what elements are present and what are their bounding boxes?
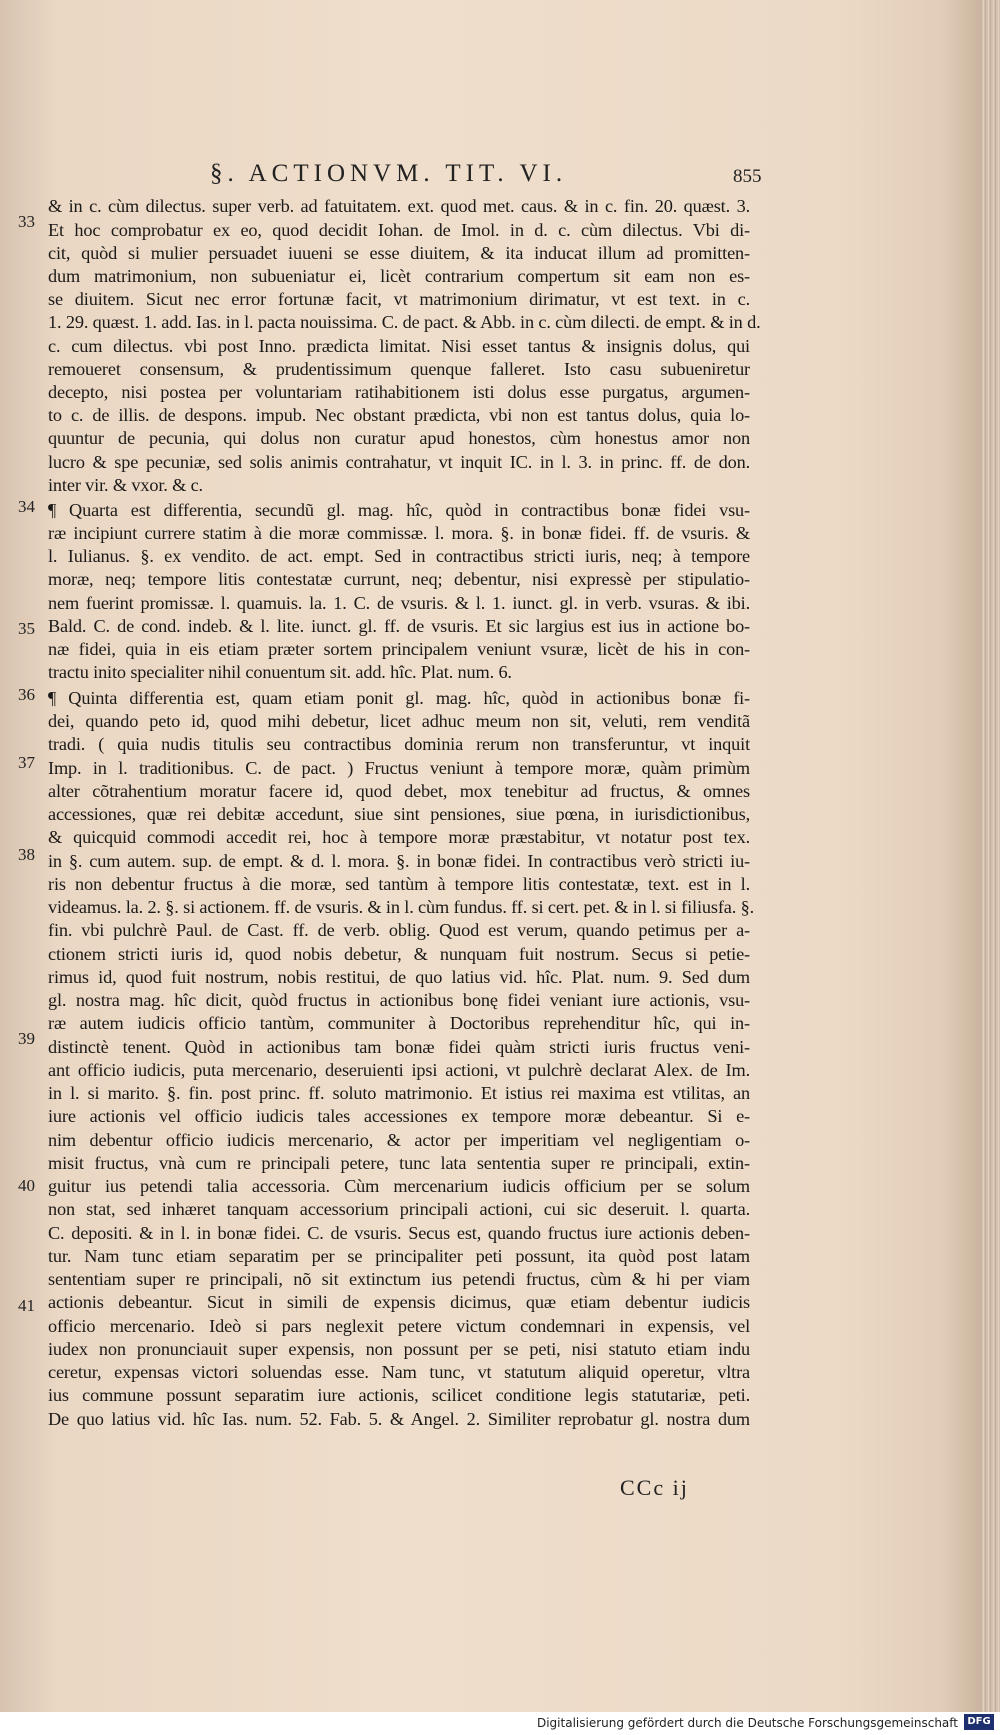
text-line: 1. 29. quæst. 1. add. Ias. in l. pacta nouissima. C. de pact. & Abb. in c. cùm dilecti. de empt. & in d. <box>48 312 761 332</box>
footer-credit: Digitalisierung gefördert durch die Deutsche Forschungsgemeinschaft <box>536 1716 958 1730</box>
margin-number: 39 <box>18 1029 35 1048</box>
text-line: quuntur de pecunia, qui dolus non curatur apud honestos, cùm honestus amor non <box>48 428 750 448</box>
text-line: & in c. cùm dilectus. super verb. ad fatuitatem. ext. quod met. caus. & in c. fin. 20. quæst. 3. <box>48 196 750 216</box>
page-edge <box>982 0 1000 1712</box>
text-line: ceretur, expensas victori soluendas esse. Nam tunc, vt statutum aliquid operetur, vltra <box>48 1362 750 1382</box>
text-line: tradi. ( quia nudis titulis seu contractibus dominia rerum non transferuntur, vt inquit <box>48 734 750 754</box>
text-line: officio mercenario. Ideò si pars neglexit petere victum condemnari in expensis, vel <box>48 1316 750 1336</box>
text-line: ris non debentur fructus à die moræ, sed tantùm à tempore litis contestatæ, text. est in l. <box>48 874 750 894</box>
text-line: l. Iulianus. §. ex vendito. de act. empt. Sed in contractibus stricti iuris, neq; à tempore <box>48 546 750 566</box>
text-line: ius commune possunt separatim iure actionis, scilicet conditione legis statutariæ, peti. <box>48 1385 750 1405</box>
text-line: inter vir. & vxor. & c. <box>48 475 203 495</box>
text-line: accessiones, quæ rei debitæ accedunt, siue sint pensiones, siue pœna, in iurisdictionibus, <box>48 804 750 824</box>
signature-mark: CCc ij <box>620 1475 689 1500</box>
page-number: 855 <box>733 166 762 187</box>
text-line: actionis debeantur. Sicut in simili de expensis dicimus, quæ etiam debentur iudicis <box>48 1292 750 1312</box>
text-line: fin. vbi pulchrè Paul. de Cast. ff. de verb. oblig. Quod est verum, quando petimus per a- <box>48 920 750 940</box>
text-line: tractu inito specialiter nihil conuentum sit. add. hîc. Plat. num. 6. <box>48 662 512 682</box>
text-line: to c. de illis. de despons. impub. Nec obstant prædicta, vbi non est tantus dolus, quia lo- <box>48 405 750 425</box>
text-line: remoueret consensum, & prudentissimum quenque falleret. Isto casu subueniretur <box>48 359 750 379</box>
text-line: nem fuerint promissæ. l. quamuis. la. 1. C. de vsuris. & l. 1. iunct. gl. in verb. vsuras. & ibi. <box>48 593 750 613</box>
text-line: iure actionis vel officio iudicis tales accessiones ex tempore moræ debeantur. Si e- <box>48 1106 750 1126</box>
margin-number: 38 <box>18 845 35 864</box>
text-line: rimus id, quod fuit nostrum, nobis restitui, de quo latius vid. hîc. Plat. num. 9. Sed dum <box>48 967 750 987</box>
text-line: Et hoc comprobatur ex eo, quod decidit Iohan. de Imol. in d. c. cùm dilectus. Vbi di- <box>48 220 750 240</box>
text-line: in l. si marito. §. fin. post princ. ff. soluto matrimonio. Et istius rei maxima est vtilitas, an <box>48 1083 750 1103</box>
text-line: c. cum dilectus. vbi post Inno. prædicta limitat. Nisi esset tantus & insignis dolus, qui <box>48 336 750 356</box>
text-line: ræ autem iudicis officio tantùm, communiter à Doctoribus reprehenditur hîc, qui in- <box>48 1013 750 1033</box>
text-line: tur. Nam tunc etiam separatim per se principaliter peti possunt, ita quòd post latam <box>48 1246 750 1266</box>
margin-number: 40 <box>18 1176 35 1195</box>
text-line: dei, quando peto id, quod mihi debetur, licet adhuc meum non sit, veluti, rem venditã <box>48 711 750 731</box>
margin-number: 34 <box>18 497 35 516</box>
margin-number: 36 <box>18 685 35 704</box>
margin-number: 37 <box>18 753 35 772</box>
text-line: alter cõtrahentium moratur facere id, quod debet, mox tenebitur ad fructus, & omnes <box>48 781 750 801</box>
text-line: guitur ius petendi talia accessoria. Cùm mercenarium iudicis officium per se solum <box>48 1176 750 1196</box>
margin-number: 41 <box>18 1296 35 1315</box>
text-line: moræ, neq; tempore litis contestatæ currunt, neq; debentur, nisi expressè per stipulatio- <box>48 569 750 589</box>
text-line: iudex non pronunciauit super expensis, non possunt per se peti, nisi statuto etiam indu <box>48 1339 750 1359</box>
text-line: non stat, sed inhæret tanquam accessorium principali actioni, cui sic deseruit. l. quarta. <box>48 1199 750 1219</box>
margin-number: 33 <box>18 212 35 231</box>
text-line: in §. cum autem. sup. de empt. & d. l. mora. §. in bonæ fidei. In contractibus verò stricti iu- <box>48 851 750 871</box>
text-line: cit, quòd si mulier persuadet iuueni se esse diuitem, & ita inducat illum ad promitten- <box>48 243 750 263</box>
text-line: ¶ Quinta differentia est, quam etiam ponit gl. mag. hîc, quòd in actionibus bonæ fi- <box>48 688 750 708</box>
text-line: lucro & spe pecuniæ, sed solis animis contrahatur, vt inquit IC. in l. 3. in princ. ff. de don. <box>48 452 750 472</box>
text-line: distinctè tenent. Quòd in actionibus tam bonæ fidei quàm stricti iuris fructus veni- <box>48 1037 750 1057</box>
text-line: & quicquid commodi accedit rei, hoc à tempore moræ præstabitur, vt notatur post tex. <box>48 827 750 847</box>
text-line: næ fidei, quia in eis etiam præter sortem principalem veniunt vsuræ, licèt de his in con- <box>48 639 750 659</box>
text-line: Imp. in l. traditionibus. C. de pact. ) Fructus veniunt à tempore moræ, quàm primùm <box>48 758 750 778</box>
text-line: decepto, nisi postea per voluntariam ratihabitionem isti dolus esse purgatus, argumen- <box>48 382 750 402</box>
text-line: sententiam super re principali, nõ sit extinctum ius petendi fructus, cùm & hi per viam <box>48 1269 750 1289</box>
text-line: ant officio iudicis, puta mercenario, deseruienti ipsi actioni, vt pulchrè declarat Alex. de Im. <box>48 1060 750 1080</box>
dfg-logo: DFG <box>964 1714 994 1730</box>
text-line: misit fructus, vnà cum re principali petere, tunc lata sententia super re principali, extin- <box>48 1153 750 1173</box>
text-line: ¶ Quarta est differentia, secundũ gl. mag. hîc, quòd in contractibus bonæ fidei vsu- <box>48 500 750 520</box>
running-header: §. ACTIONVM. TIT. VI. <box>210 160 568 187</box>
text-line: ctionem stricti iuris id, quod nobis debetur, & nunquam fuit nostrum. Secus si petie- <box>48 944 750 964</box>
text-line: C. depositi. & in l. in bonæ fidei. C. de vsuris. Secus est, quando fructus iure actionis deben- <box>48 1223 750 1243</box>
text-line: se diuitem. Sicut nec error fortunæ facit, vt matrimonium dirimatur, vt est text. in c. <box>48 289 750 309</box>
text-line: dum matrimonium, non subueniatur ei, licèt contrarium compertum sit eam non es- <box>48 266 750 286</box>
text-line: Bald. C. de cond. indeb. & l. lite. iunct. gl. ff. de vsuris. Et sic largius est ius in actione bo- <box>48 616 750 636</box>
text-line: nim debentur officio iudicis mercenario, & actor per imperitiam vel negligentiam o- <box>48 1130 750 1150</box>
text-line: videamus. la. 2. §. si actionem. ff. de vsuris. & in l. cùm fundus. ff. si cert. pet. & in l. si filiusfa. §. <box>48 897 754 917</box>
text-line: ræ incipiunt currere statim à die moræ commissæ. l. mora. §. in bonæ fidei. ff. de vsuris. & <box>48 523 750 543</box>
text-line: De quo latius vid. hîc Ias. num. 52. Fab. 5. & Angel. 2. Similiter reprobatur gl. nostra dum <box>48 1409 750 1429</box>
text-line: gl. nostra mag. hîc dicit, quòd fructus in actionibus bonę fidei veniant iure actionis, vsu- <box>48 990 750 1010</box>
margin-number: 35 <box>18 619 35 638</box>
